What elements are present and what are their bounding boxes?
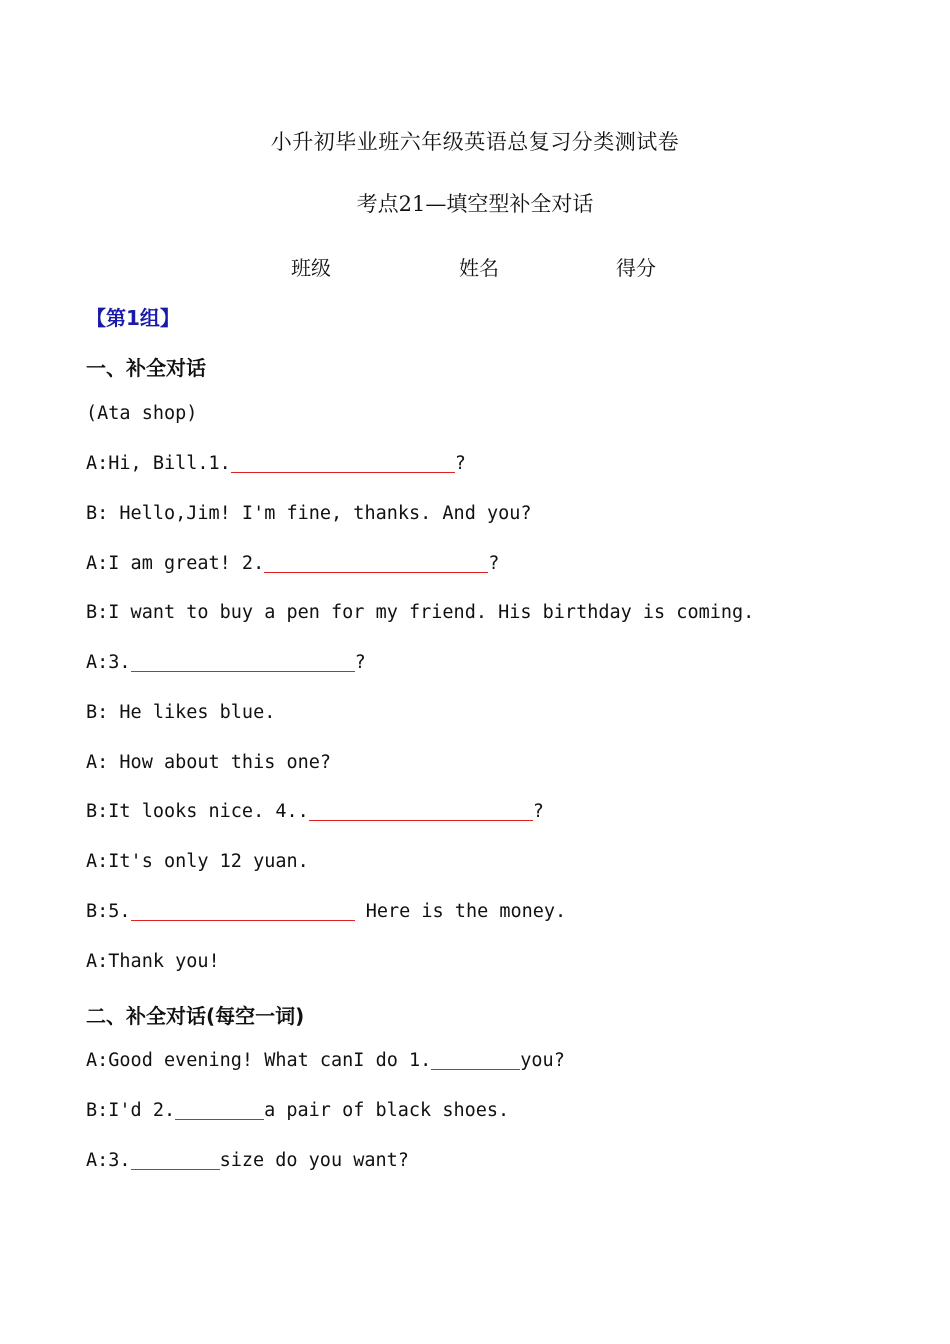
class-label: 班级 [291, 256, 331, 280]
dialogue-line [86, 1150, 409, 1171]
line-text: ? [454, 453, 466, 474]
dialogue-line [86, 801, 544, 822]
line-text: A:I am great! 2. [86, 553, 265, 574]
dialogue-line [86, 453, 466, 474]
dialogue-line: A: How about this one? [86, 752, 332, 773]
line-text: ? [488, 553, 500, 574]
dialogue-line [86, 1100, 509, 1121]
line-text: B:It looks nice. 4.. [86, 801, 309, 822]
line-text: size do you want? [219, 1150, 409, 1171]
dialogue-line: B: He likes blue. [86, 702, 276, 723]
answer-blank[interactable] [264, 554, 488, 573]
line-text: Here is the money. [354, 901, 567, 922]
line-text: B:5. [86, 901, 131, 922]
answer-blank[interactable] [175, 1101, 264, 1120]
line-text: you? [520, 1050, 565, 1071]
score-label: 得分 [616, 256, 656, 280]
answer-blank[interactable] [309, 802, 533, 821]
name-label: 姓名 [459, 256, 499, 280]
line-text: ? [532, 801, 544, 822]
line-text: A:3. [86, 652, 131, 673]
dialogue-line [86, 1050, 565, 1071]
line-text: B:I'd 2. [86, 1100, 176, 1121]
section1-heading: 一、补全对话 [86, 356, 206, 380]
dialogue-line [86, 901, 566, 922]
answer-blank[interactable] [131, 902, 355, 921]
group-label: 【第1组】 [86, 306, 180, 330]
dialogue-line: B: Hello,Jim! I'm fine, thanks. And you? [86, 503, 532, 524]
section2-heading: 二、补全对话(每空一词) [86, 1004, 305, 1028]
dialogue-line: B:I want to buy a pen for my friend. His birthday is coming. [86, 602, 755, 623]
answer-blank[interactable] [131, 1151, 220, 1170]
page-subtitle: 考点21—填空型补全对话 [356, 192, 594, 216]
answer-blank[interactable] [131, 653, 355, 672]
line-text: A:3. [86, 1150, 131, 1171]
line-text: a pair of black shoes. [264, 1100, 510, 1121]
answer-blank[interactable] [431, 1051, 520, 1070]
dialogue-line: A:It's only 12 yuan. [86, 851, 309, 872]
section1-context: (Ata shop) [86, 403, 198, 424]
dialogue-line: A:Thank you! [86, 951, 220, 972]
line-text: ? [354, 652, 366, 673]
page-title: 小升初毕业班六年级英语总复习分类测试卷 [270, 130, 680, 154]
answer-blank[interactable] [231, 454, 455, 473]
dialogue-line [86, 652, 366, 673]
dialogue-line [86, 553, 499, 574]
line-text: A:Good evening! What canI do 1. [86, 1050, 432, 1071]
line-text: A:Hi, Bill.1. [86, 453, 231, 474]
